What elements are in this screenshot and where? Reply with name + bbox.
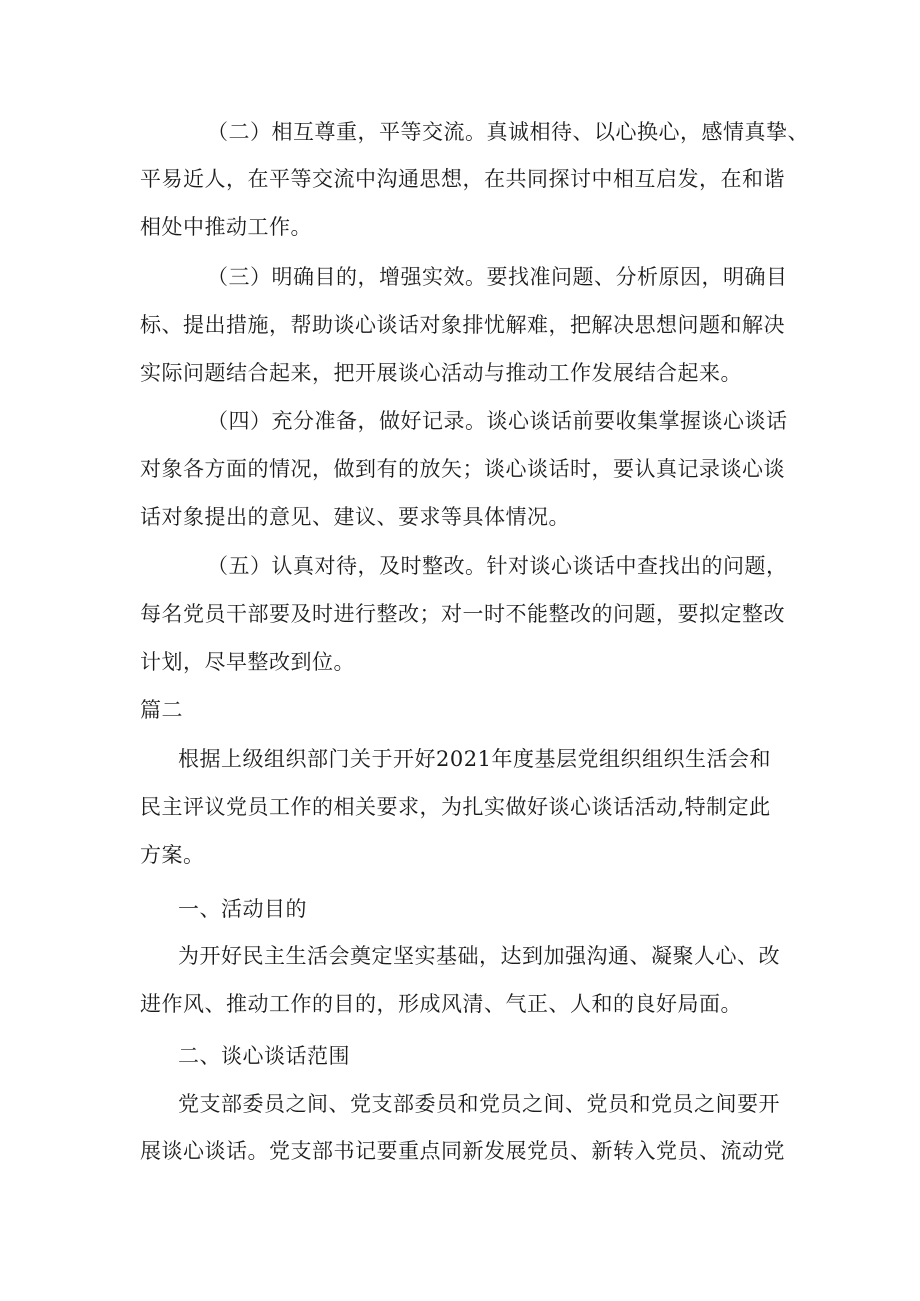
paragraph-5-line-1: （五）认真对待，及时整改。针对谈心谈话中查找出的问题，	[207, 554, 788, 578]
scope-line-2: 展谈心谈话。党支部书记要重点同新发展党员、新转入党员、流动党	[140, 1139, 785, 1163]
heading-talk-scope: 二、谈心谈话范围	[178, 1044, 350, 1068]
paragraph-2-line-3: 相处中推动工作。	[140, 215, 312, 239]
paragraph-5-line-2: 每名党员干部要及时进行整改；对一时不能整改的问题，要拟定整改	[140, 602, 785, 626]
purpose-line-2: 进作风、推动工作的目的，形成风清、气正、人和的良好局面。	[140, 992, 742, 1016]
paragraph-5-line-3: 计划，尽早整改到位。	[140, 650, 355, 674]
intro-line-3: 方案。	[140, 843, 205, 867]
paragraph-2-line-1: （二）相互尊重，平等交流。真诚相待、以心换心，感情真挚、	[207, 120, 809, 144]
paragraph-4-line-3: 话对象提出的意见、建议、要求等具体情况。	[140, 505, 570, 529]
paragraph-2-line-2: 平易近人，在平等交流中沟通思想，在共同探讨中相互启发，在和谐	[140, 167, 785, 191]
scope-line-1: 党支部委员之间、党支部委员和党员之间、党员和党员之间要开	[178, 1092, 780, 1116]
paragraph-3-line-3: 实际问题结合起来，把开展谈心活动与推动工作发展结合起来。	[140, 361, 742, 385]
intro-line-2: 民主评议党员工作的相关要求，为扎实做好谈心谈话活动,特制定此	[140, 795, 771, 819]
paragraph-3-line-2: 标、提出措施，帮助谈心谈话对象排忧解难，把解决思想问题和解决	[140, 313, 785, 337]
paragraph-4-line-1: （四）充分准备，做好记录。谈心谈话前要收集掌握谈心谈话	[207, 409, 788, 433]
purpose-line-1: 为开好民主生活会奠定坚实基础，达到加强沟通、凝聚人心、改	[178, 944, 780, 968]
intro-line-1: 根据上级组织部门关于开好2021年度基层党组织组织生活会和	[178, 747, 771, 771]
paragraph-4-line-2: 对象各方面的情况，做到有的放矢；谈心谈话时，要认真记录谈心谈	[140, 457, 785, 481]
paragraph-3-line-1: （三）明确目的，增强实效。要找准问题、分析原因，明确目	[207, 265, 788, 289]
heading-activity-purpose: 一、活动目的	[178, 897, 307, 921]
section-heading-pian-er: 篇二	[140, 698, 183, 722]
